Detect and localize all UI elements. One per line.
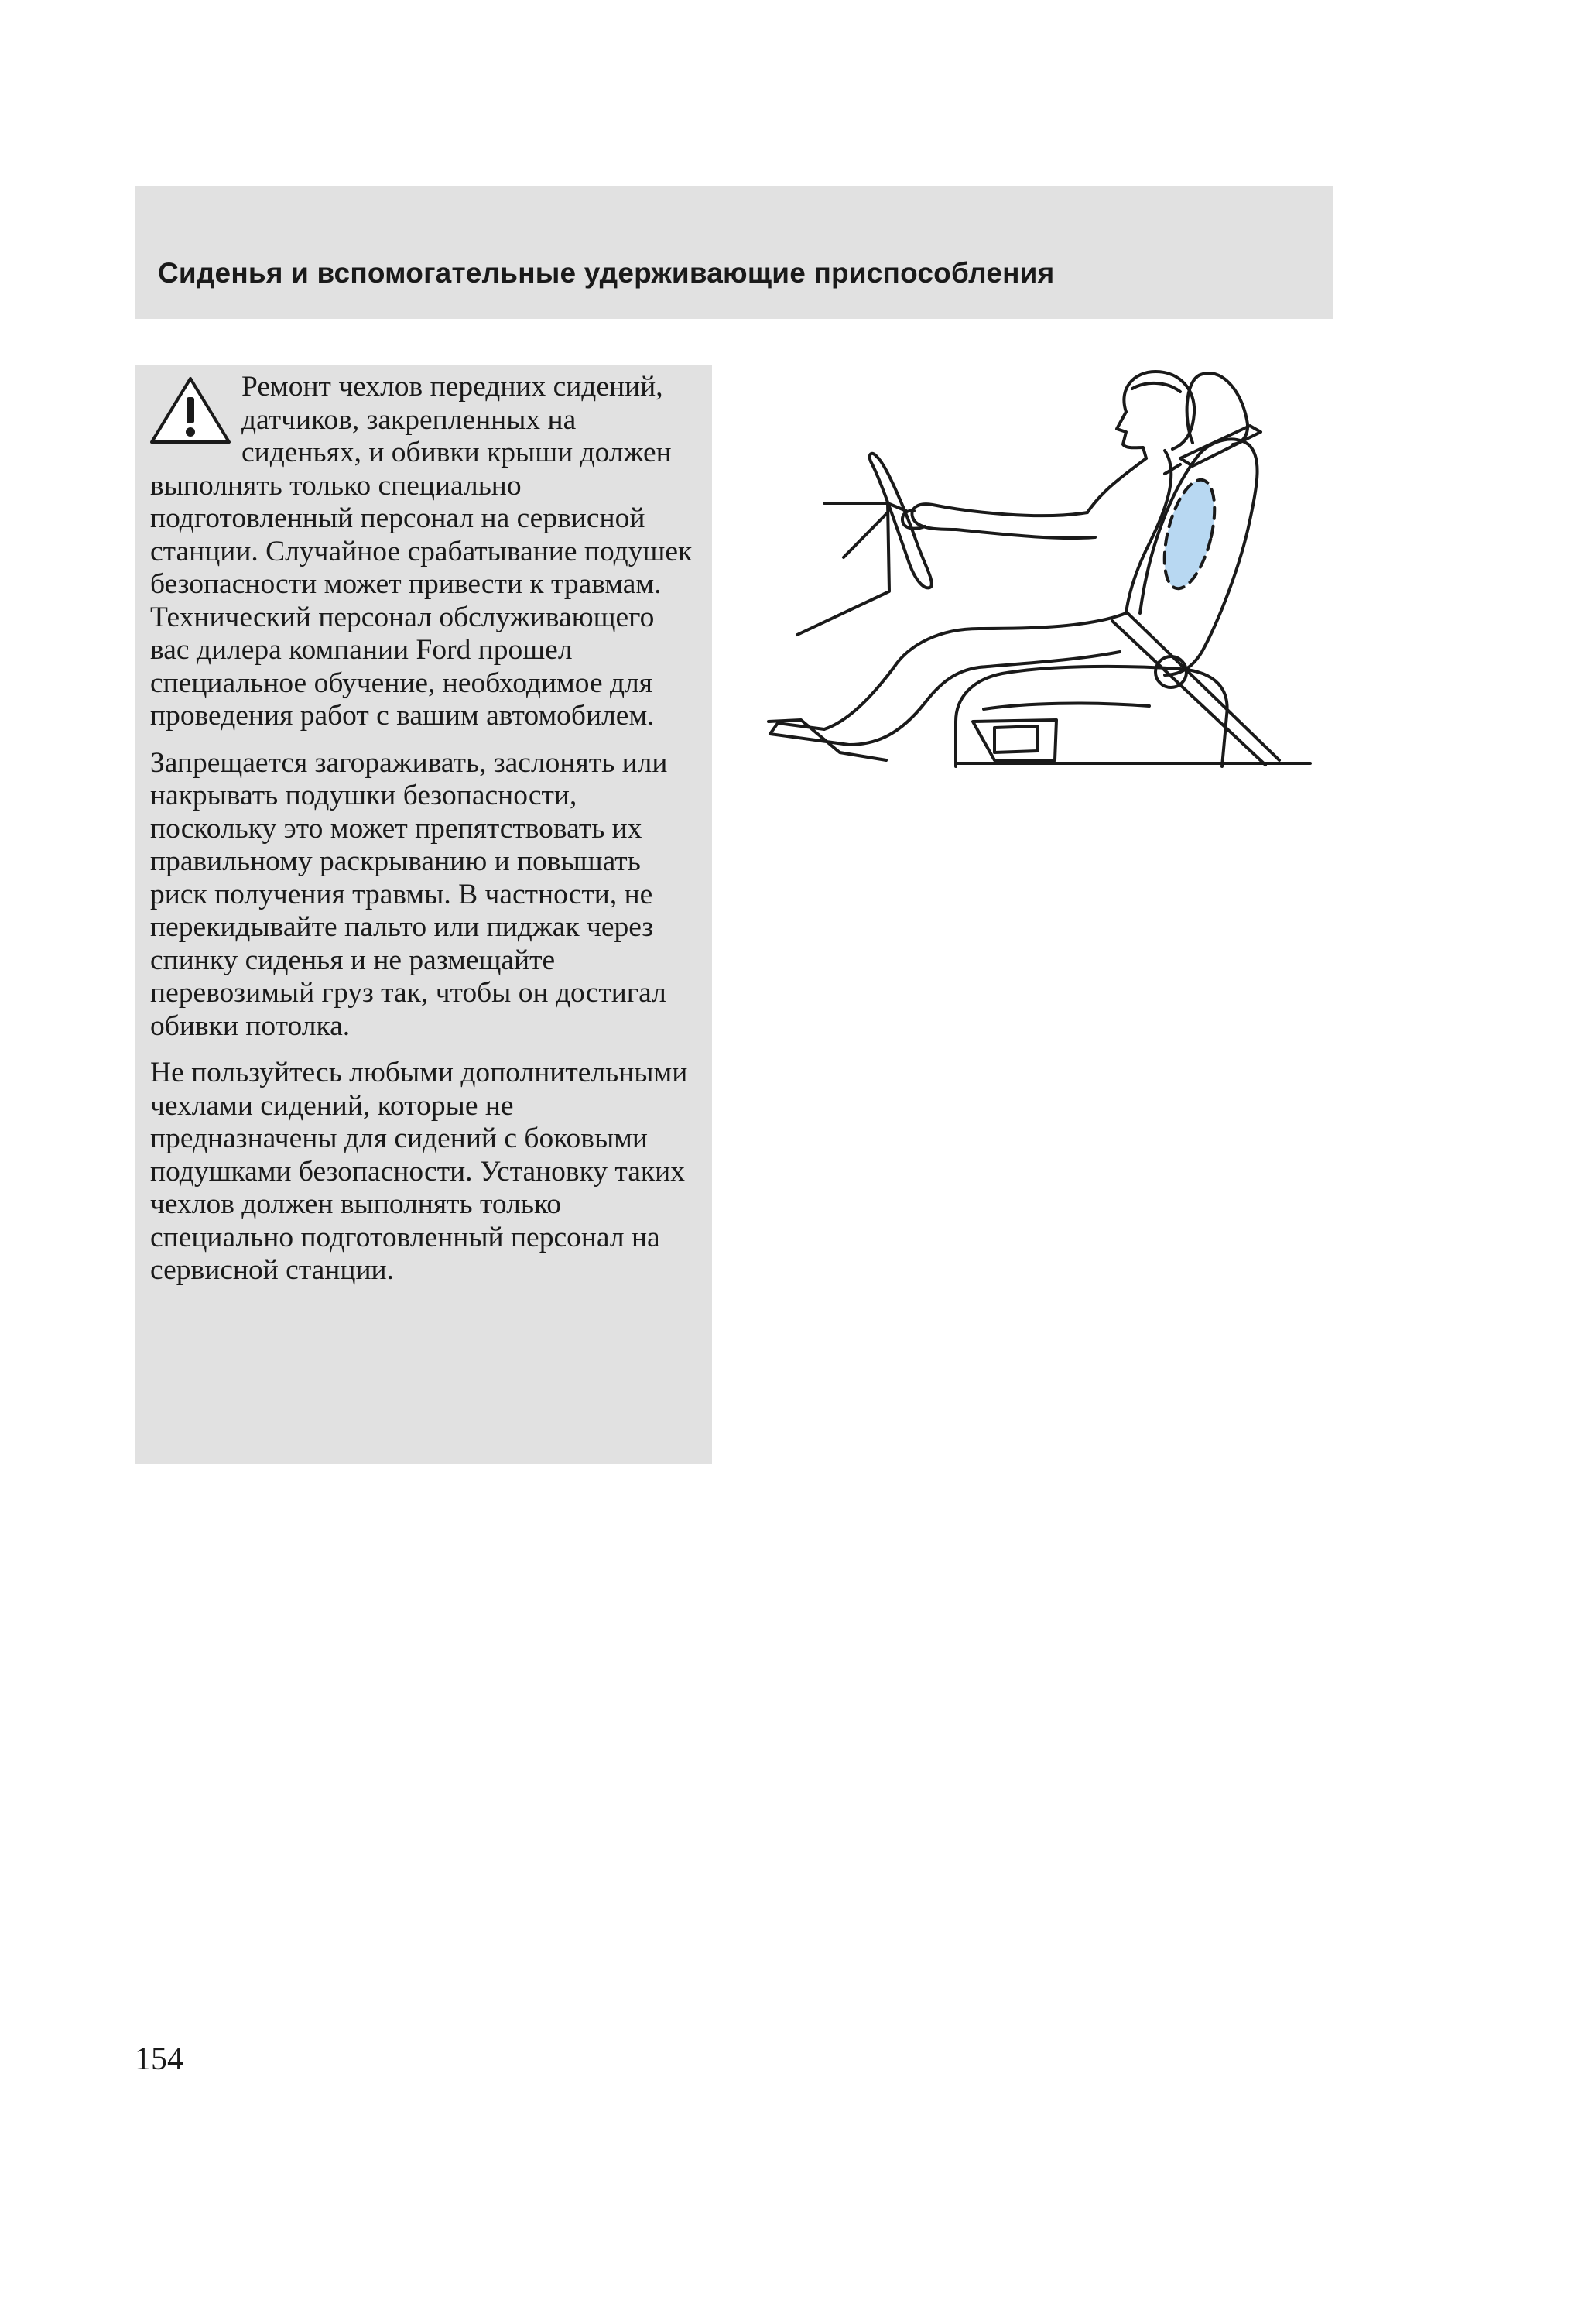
section-header [135, 186, 1333, 319]
warning-paragraph-3: Не пользуйтесь любыми дополнительными чехлами сидений, которые не предназначены для сидений с боковыми подушками безопасности. Установку таких чехлов должен выполнять только специально подготовленный персонал на сервисной станции. [150, 1057, 688, 1286]
warning-paragraph-2: Запрещается загораживать, заслонять или накрывать подушки безопасности, поскольку это может препятствовать их правильному раскрыванию и повышать риск получения травмы. В частности, не перекидывайте пальто или пиджак через спинку сиденья и не размещайте перевозимый груз так, чтобы он достигал обивки потолка. [150, 746, 668, 1042]
seated-driver-side-airbag-illustration [762, 358, 1320, 776]
page-number: 154 [135, 2041, 183, 2077]
warning-triangle-icon [147, 374, 234, 445]
section-title: Сиденья и вспомогательные удерживающие приспособления [158, 257, 1055, 289]
warning-paragraph-1: Ремонт чехлов передних сидений, датчиков, закрепленных на сиденьях, и обивки крыши должен выполнять только специально подготовленный персонал на сервисной станции. Случайное срабатывание подушек безопасности может привести к травмам. Технический персонал обслуживающего вас дилера компании Ford прошел специальное обучение, необходимое для проведения работ с вашим автомобилем. [150, 371, 693, 732]
warning-box [135, 365, 712, 1464]
